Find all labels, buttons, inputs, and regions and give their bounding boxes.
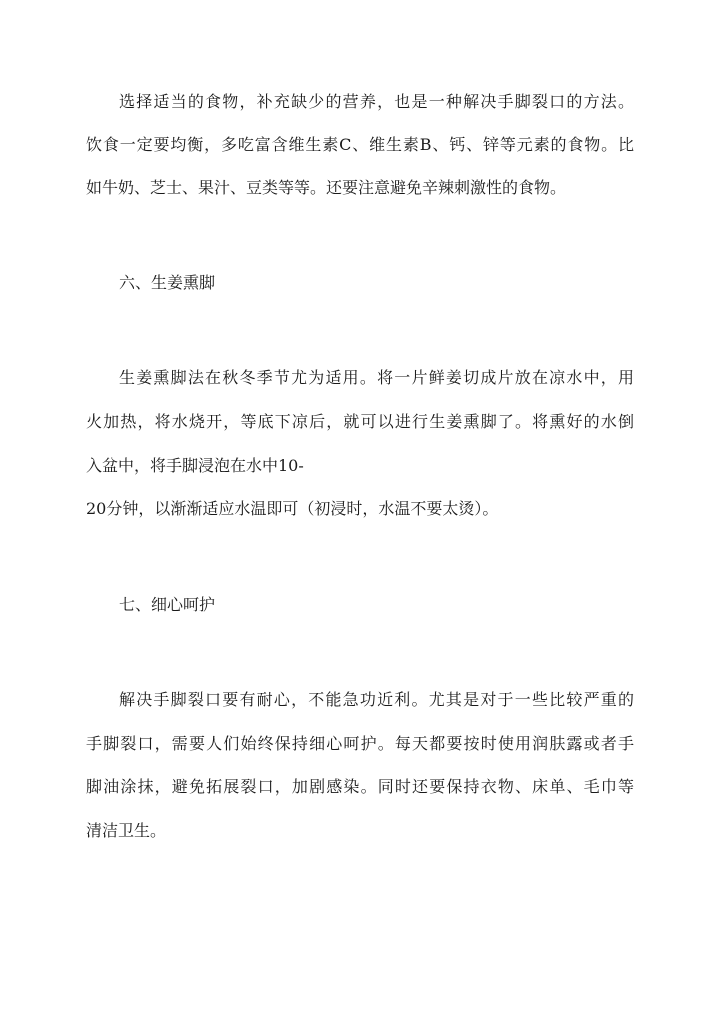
paragraph-care-line-3: 脚油涂抹，避免拓展裂口，加剧感染。同时还要保持衣物、床单、毛巾等 — [86, 777, 634, 796]
paragraph-ginger-line-4: 20分钟，以渐渐适应水温即可（初浸时，水温不要太烫）。 — [86, 499, 499, 518]
paragraph-ginger-line-3: 入盆中，将手脚浸泡在水中10- — [86, 456, 304, 475]
section-heading-careful-care: 七、细心呵护 — [119, 595, 216, 614]
paragraph-ginger-line-1: 生姜熏脚法在秋冬季节尤为适用。将一片鲜姜切成片放在凉水中，用 — [119, 368, 634, 387]
paragraph-diet-line-1: 选择适当的食物，补充缺少的营养，也是一种解决手脚裂口的方法。 — [119, 92, 634, 111]
paragraph-diet-line-2: 饮食一定要均衡，多吃富含维生素C、维生素B、钙、锌等元素的食物。比 — [86, 135, 634, 154]
paragraph-care-line-2: 手脚裂口，需要人们始终保持细心呵护。每天都要按时使用润肤露或者手 — [86, 734, 634, 753]
paragraph-care-line-1: 解决手脚裂口要有耐心，不能急功近利。尤其是对于一些比较严重的 — [119, 690, 634, 709]
paragraph-care-line-4: 清洁卫生。 — [86, 821, 167, 840]
paragraph-ginger-line-2: 火加热，将水烧开，等底下凉后，就可以进行生姜熏脚了。将熏好的水倒 — [86, 412, 634, 431]
section-heading-ginger-foot-steam: 六、生姜熏脚 — [119, 273, 216, 292]
paragraph-diet-line-3: 如牛奶、芝士、果汁、豆类等等。还要注意避免辛辣刺激性的食物。 — [86, 178, 567, 197]
